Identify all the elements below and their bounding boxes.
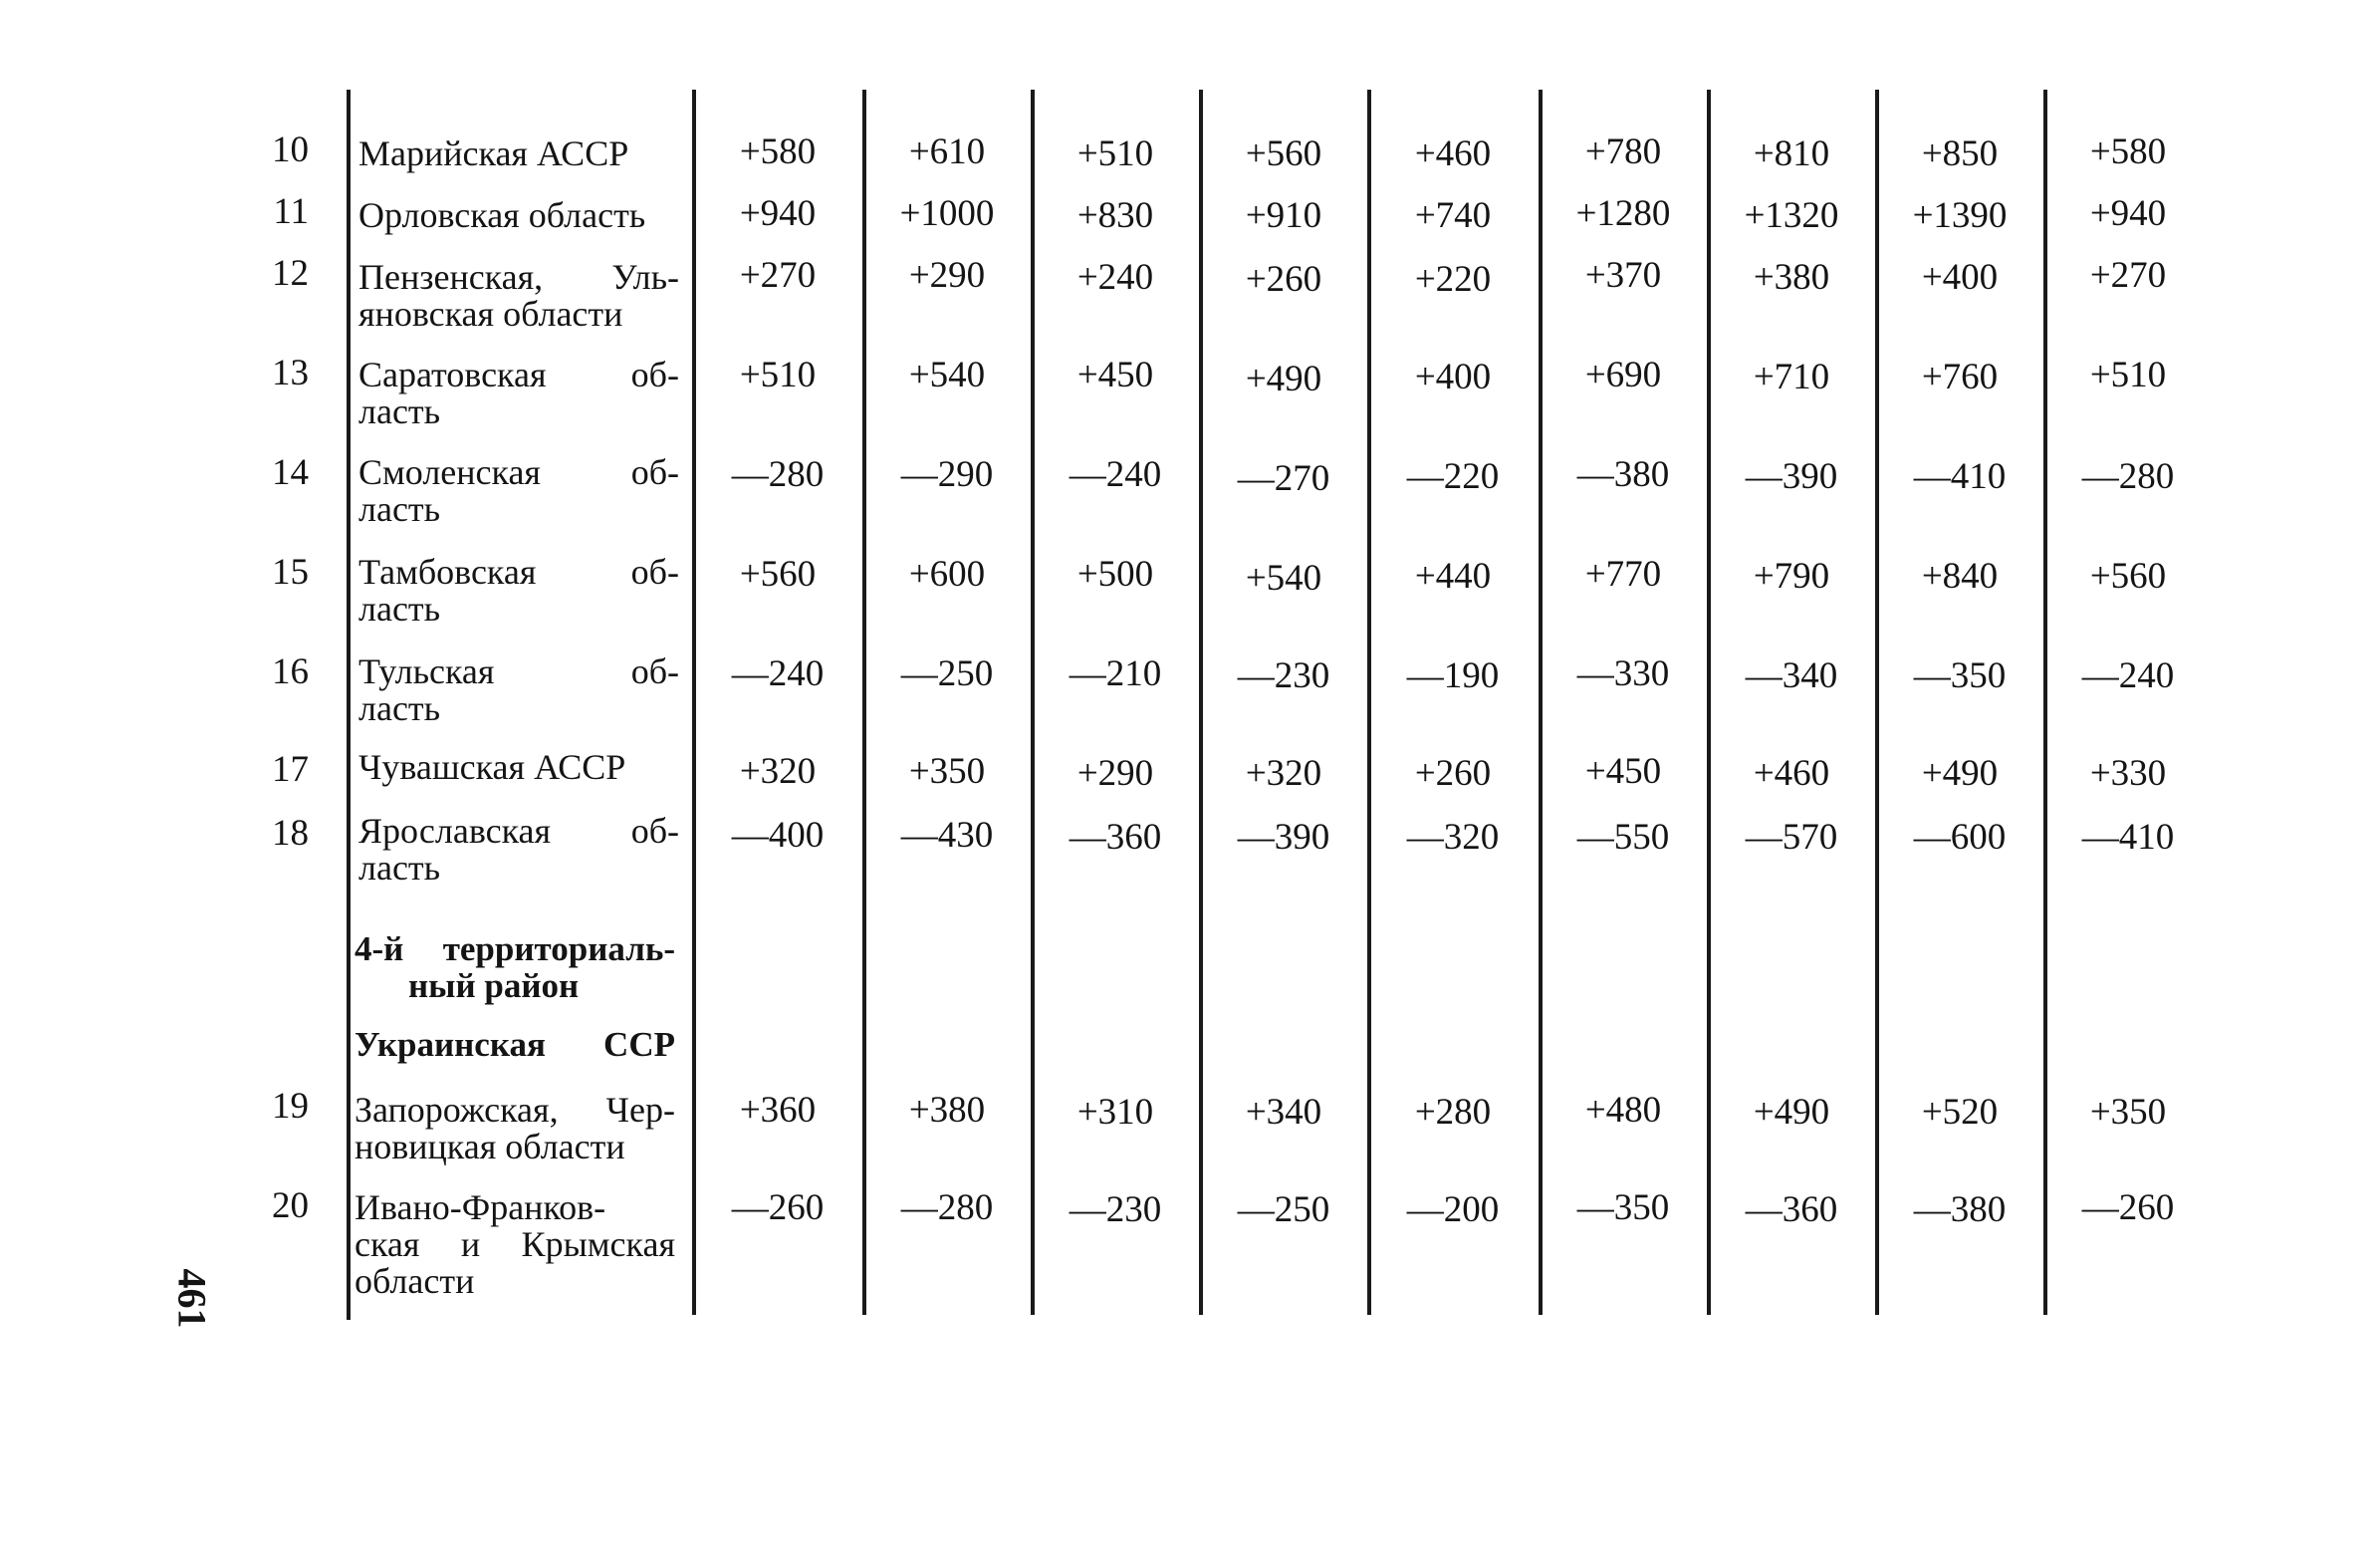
- value-cell: —380: [1913, 1189, 2007, 1230]
- region-name: [358, 554, 679, 628]
- value-cell: —230: [1237, 655, 1330, 696]
- value-cell: +260: [1245, 259, 1322, 300]
- value-cell: +370: [1584, 255, 1662, 296]
- value-cell: +490: [1753, 1092, 1830, 1133]
- value-cell: —270: [1237, 458, 1330, 499]
- value-cell: +480: [1584, 1090, 1662, 1131]
- row-number: 13: [272, 353, 309, 393]
- region-name-line: области: [355, 1261, 475, 1301]
- row-number: 20: [272, 1185, 309, 1226]
- value-cell: —400: [731, 815, 825, 856]
- value-cell: —250: [900, 653, 994, 694]
- value-cell: +320: [739, 751, 817, 792]
- row-number: 18: [272, 813, 309, 854]
- value-cell: —410: [2081, 817, 2175, 858]
- page-number: 461: [169, 1268, 215, 1329]
- value-cell: —230: [1069, 1189, 1162, 1230]
- value-cell: +910: [1245, 195, 1322, 236]
- row-number: 12: [272, 253, 309, 294]
- value-cell: +280: [1414, 1092, 1492, 1133]
- table-rule-col-3: [1199, 90, 1203, 1315]
- region-name: [355, 1189, 675, 1300]
- row-number: 11: [273, 191, 309, 232]
- value-cell: +380: [908, 1090, 986, 1131]
- region-name: [358, 135, 679, 172]
- region-name: [358, 454, 679, 528]
- region-name-line: Пензенская, Уль-: [358, 257, 679, 297]
- region-name-line: новицкая области: [355, 1127, 625, 1166]
- value-cell: +360: [739, 1090, 817, 1131]
- region-name: [358, 653, 679, 727]
- value-cell: +770: [1584, 554, 1662, 595]
- value-cell: +560: [1245, 133, 1322, 174]
- value-cell: +310: [1076, 1092, 1154, 1133]
- value-cell: —360: [1745, 1189, 1838, 1230]
- value-cell: —600: [1913, 817, 2007, 858]
- table-rule-col-7: [1875, 90, 1879, 1315]
- value-cell: +840: [1921, 556, 1999, 597]
- value-cell: +510: [739, 355, 817, 395]
- value-cell: —240: [731, 653, 825, 694]
- row-number: 14: [272, 452, 309, 493]
- value-cell: —280: [731, 454, 825, 495]
- region-name: [355, 1092, 675, 1165]
- value-cell: +500: [1076, 554, 1154, 595]
- region-name-line: ласть: [358, 848, 441, 888]
- region-name-line: Ярославская об-: [358, 811, 679, 851]
- value-cell: +790: [1753, 556, 1830, 597]
- value-cell: +610: [908, 131, 986, 172]
- value-cell: +460: [1753, 753, 1830, 794]
- value-cell: —200: [1406, 1189, 1500, 1230]
- region-name: [358, 813, 679, 887]
- region-name-line: Чувашская АССР: [358, 747, 626, 787]
- table-rule-left: [347, 90, 351, 1320]
- row-number: 10: [272, 129, 309, 170]
- table-rule-col-8: [2043, 90, 2047, 1315]
- value-cell: —280: [900, 1187, 994, 1228]
- value-cell: —280: [2081, 456, 2175, 497]
- value-cell: +690: [1584, 355, 1662, 395]
- row-number: 15: [272, 552, 309, 593]
- value-cell: —350: [1576, 1187, 1670, 1228]
- region-name-line: Тульская об-: [358, 651, 679, 691]
- table-rule-col-1: [862, 90, 866, 1315]
- value-cell: +400: [1921, 257, 1999, 298]
- value-cell: —550: [1576, 817, 1670, 858]
- value-cell: +760: [1921, 357, 1999, 397]
- value-cell: +270: [739, 255, 817, 296]
- value-cell: +450: [1584, 751, 1662, 792]
- value-cell: +580: [2089, 131, 2167, 172]
- section-heading-line: Украинская ССР: [355, 1025, 675, 1064]
- region-name-line: ласть: [358, 489, 441, 529]
- region-name: [358, 259, 679, 333]
- value-cell: —360: [1069, 817, 1162, 858]
- value-cell: +240: [1076, 257, 1154, 298]
- region-name-line: Саратовская об-: [358, 355, 679, 394]
- value-cell: —210: [1069, 653, 1162, 694]
- value-cell: +560: [2089, 556, 2167, 597]
- value-cell: +380: [1753, 257, 1830, 298]
- table-rule-col-2: [1031, 90, 1035, 1315]
- region-name-line: ласть: [358, 589, 441, 629]
- region-name-line: ласть: [358, 391, 441, 431]
- value-cell: —390: [1745, 456, 1838, 497]
- value-cell: —380: [1576, 454, 1670, 495]
- table-rule-col-5: [1539, 90, 1543, 1315]
- region-name-line: Тамбовская об-: [358, 552, 679, 592]
- region-name-line: ласть: [358, 688, 441, 728]
- region-name-line: Запорожская, Чер-: [355, 1090, 675, 1130]
- value-cell: +350: [2089, 1092, 2167, 1133]
- value-cell: +440: [1414, 556, 1492, 597]
- region-name-line: ская и Крымская: [355, 1224, 675, 1264]
- region-name-line: Смоленская об-: [358, 452, 679, 492]
- value-cell: —260: [731, 1187, 825, 1228]
- value-cell: +580: [739, 131, 817, 172]
- value-cell: —340: [1745, 655, 1838, 696]
- value-cell: +450: [1076, 355, 1154, 395]
- row-number: 19: [272, 1086, 309, 1127]
- value-cell: —350: [1913, 655, 2007, 696]
- value-cell: +710: [1753, 357, 1830, 397]
- region-name-line: яновская области: [358, 294, 623, 334]
- value-cell: +270: [2089, 255, 2167, 296]
- value-cell: +350: [908, 751, 986, 792]
- value-cell: +1000: [899, 193, 995, 234]
- value-cell: +520: [1921, 1092, 1999, 1133]
- section-heading: [355, 1026, 675, 1063]
- value-cell: +510: [2089, 355, 2167, 395]
- value-cell: +330: [2089, 753, 2167, 794]
- region-name: [358, 197, 679, 234]
- value-cell: +1390: [1912, 195, 2008, 236]
- region-name-line: Марийская АССР: [358, 133, 629, 173]
- value-cell: —250: [1237, 1189, 1330, 1230]
- section-heading-line: 4-й территориаль-: [355, 929, 675, 968]
- value-cell: +540: [908, 355, 986, 395]
- value-cell: +540: [1245, 558, 1322, 599]
- region-name-line: Ивано-Франков-: [355, 1187, 606, 1227]
- value-cell: +290: [908, 255, 986, 296]
- value-cell: —220: [1406, 456, 1500, 497]
- value-cell: +400: [1414, 357, 1492, 397]
- value-cell: +490: [1921, 753, 1999, 794]
- value-cell: +780: [1584, 131, 1662, 172]
- value-cell: +1320: [1744, 195, 1839, 236]
- value-cell: +560: [739, 554, 817, 595]
- value-cell: +740: [1414, 195, 1492, 236]
- value-cell: —410: [1913, 456, 2007, 497]
- value-cell: —190: [1406, 655, 1500, 696]
- value-cell: +340: [1245, 1092, 1322, 1133]
- value-cell: —290: [900, 454, 994, 495]
- value-cell: +460: [1414, 133, 1492, 174]
- value-cell: —260: [2081, 1187, 2175, 1228]
- row-number: 16: [272, 651, 309, 692]
- region-name-line: Орловская область: [358, 195, 646, 235]
- table-rule-col-6: [1707, 90, 1711, 1315]
- value-cell: +940: [2089, 193, 2167, 234]
- section-heading: [355, 930, 675, 1004]
- value-cell: —320: [1406, 817, 1500, 858]
- value-cell: +260: [1414, 753, 1492, 794]
- value-cell: +290: [1076, 753, 1154, 794]
- value-cell: —570: [1745, 817, 1838, 858]
- value-cell: +220: [1414, 259, 1492, 300]
- region-name: [358, 749, 679, 786]
- value-cell: +320: [1245, 753, 1322, 794]
- section-heading-line: ный район: [408, 966, 580, 1005]
- table-rule-name: [692, 90, 696, 1315]
- row-number: 17: [272, 749, 309, 790]
- region-name: [358, 357, 679, 430]
- value-cell: +1280: [1575, 193, 1671, 234]
- value-cell: +940: [739, 193, 817, 234]
- value-cell: —430: [900, 815, 994, 856]
- value-cell: +830: [1076, 195, 1154, 236]
- value-cell: +850: [1921, 133, 1999, 174]
- value-cell: —240: [2081, 655, 2175, 696]
- value-cell: +600: [908, 554, 986, 595]
- table-rule-col-4: [1367, 90, 1371, 1315]
- value-cell: —330: [1576, 653, 1670, 694]
- value-cell: —390: [1237, 817, 1330, 858]
- value-cell: +810: [1753, 133, 1830, 174]
- value-cell: +510: [1076, 133, 1154, 174]
- value-cell: —240: [1069, 454, 1162, 495]
- value-cell: +490: [1245, 359, 1322, 399]
